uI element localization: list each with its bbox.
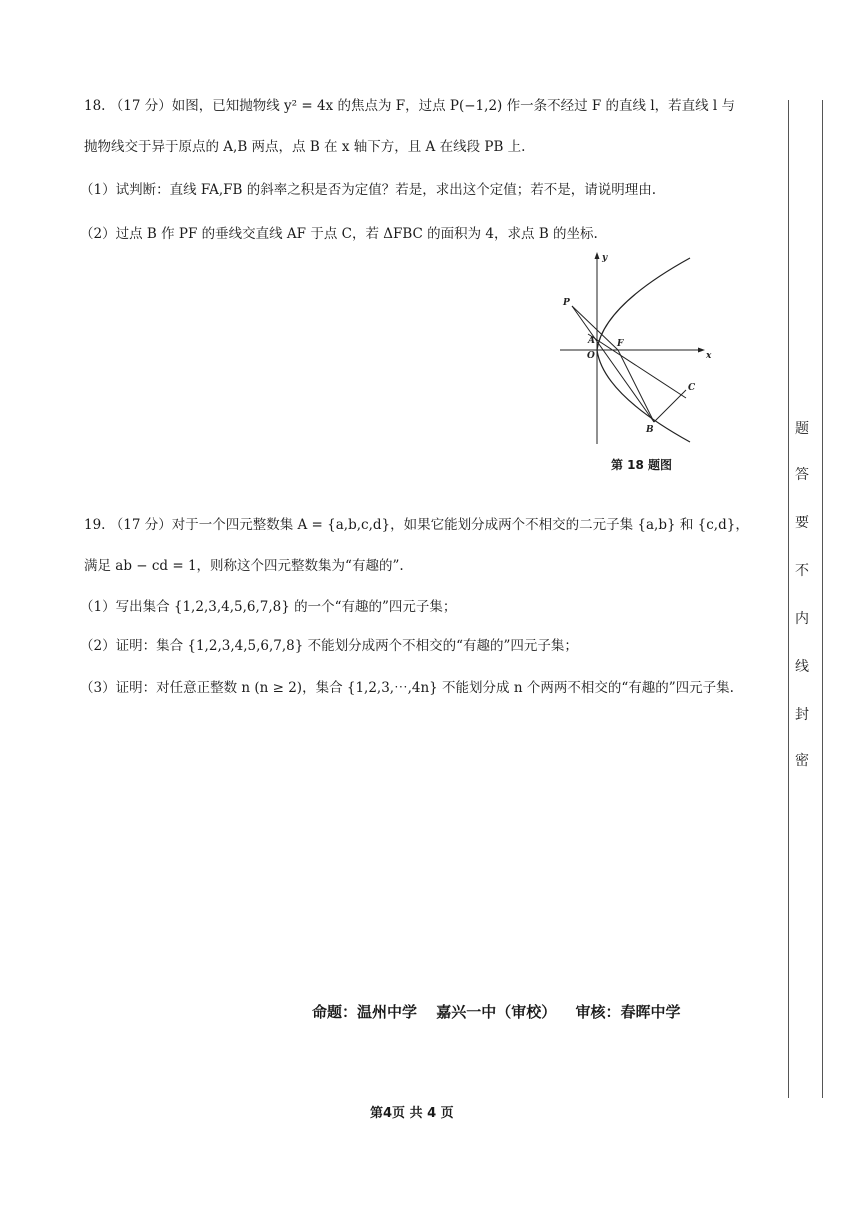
exam-credits <box>312 1001 695 1022</box>
label-B: B <box>646 425 654 435</box>
q18-part-1: （1）试判断：直线 FA,FB 的斜率之积是否为定值？若是，求出这个定值；若不是，请说明理由. <box>80 182 656 198</box>
line-PF <box>572 306 618 350</box>
q19-part-1: （1）写出集合 {1,2,3,4,5,6,7,8} 的一个“有趣的”四元子集； <box>80 599 457 615</box>
seal-char-8: 密 <box>795 753 809 769</box>
q19-part-3: （3）证明：对任意正整数 n (n ≥ 2)，集合 {1,2,3,⋯,4n} 不能划分成 n 个两两不相交的“有趣的”四元子集. <box>80 680 734 696</box>
q18-line-2: 抛物线交于异于原点的 A,B 两点，点 B 在 x 轴下方，且 A 在线段 PB 上. <box>84 139 526 155</box>
q19-line-1: 19. （17 分）对于一个四元整数集 A = {a,b,c,d}，如果它能划分成两个不相交的二元子集 {a,b} 和 {c,d}， <box>84 517 749 533</box>
label-P: P <box>563 298 570 308</box>
label-A: A <box>588 336 595 346</box>
line-BC <box>654 390 686 422</box>
label-y: y <box>602 253 608 263</box>
seal-char-5: 内 <box>795 611 809 627</box>
label-x: x <box>706 351 712 361</box>
seal-char-6: 线 <box>795 659 809 675</box>
credit-reviewer-school: 嘉兴一中（审校） <box>436 1003 557 1021</box>
seal-line-right <box>822 100 823 1098</box>
line-PB <box>572 306 654 422</box>
x-axis-arrow <box>698 348 705 353</box>
line-FB <box>618 350 654 422</box>
q18-part-2: （2）过点 B 作 PF 的垂线交直线 AF 于点 C，若 ΔFBC 的面积为 4，求点 B 的坐标. <box>80 226 598 242</box>
page-number: 第4页 共 4 页 <box>370 1106 454 1121</box>
seal-line-left <box>788 100 789 1098</box>
credit-author: 命题：温州中学 <box>312 1003 418 1021</box>
seal-char-7: 封 <box>795 707 809 723</box>
q18-figure-caption: 第 18 题图 <box>611 458 673 472</box>
seal-char-1: 题 <box>795 421 809 437</box>
seal-char-2: 答 <box>795 467 809 483</box>
label-C: C <box>688 383 696 393</box>
credit-auditor: 审核：春晖中学 <box>575 1003 681 1021</box>
q18-figure <box>550 248 730 448</box>
y-axis-arrow <box>595 252 600 259</box>
label-F: F <box>617 339 624 349</box>
label-O: O <box>587 351 595 361</box>
q19-line-2: 满足 ab − cd = 1，则称这个四元整数集为“有趣的”. <box>84 558 404 574</box>
q19-part-2: （2）证明：集合 {1,2,3,4,5,6,7,8} 不能划分成两个不相交的“有趣的”四元子集； <box>80 638 578 654</box>
q18-line-1: 18. （17 分）如图，已知抛物线 y² = 4x 的焦点为 F，过点 P(−1,2) 作一条不经过 F 的直线 l，若直线 l 与 <box>84 98 736 114</box>
seal-char-4: 不 <box>795 563 809 579</box>
seal-char-3: 要 <box>795 515 809 531</box>
